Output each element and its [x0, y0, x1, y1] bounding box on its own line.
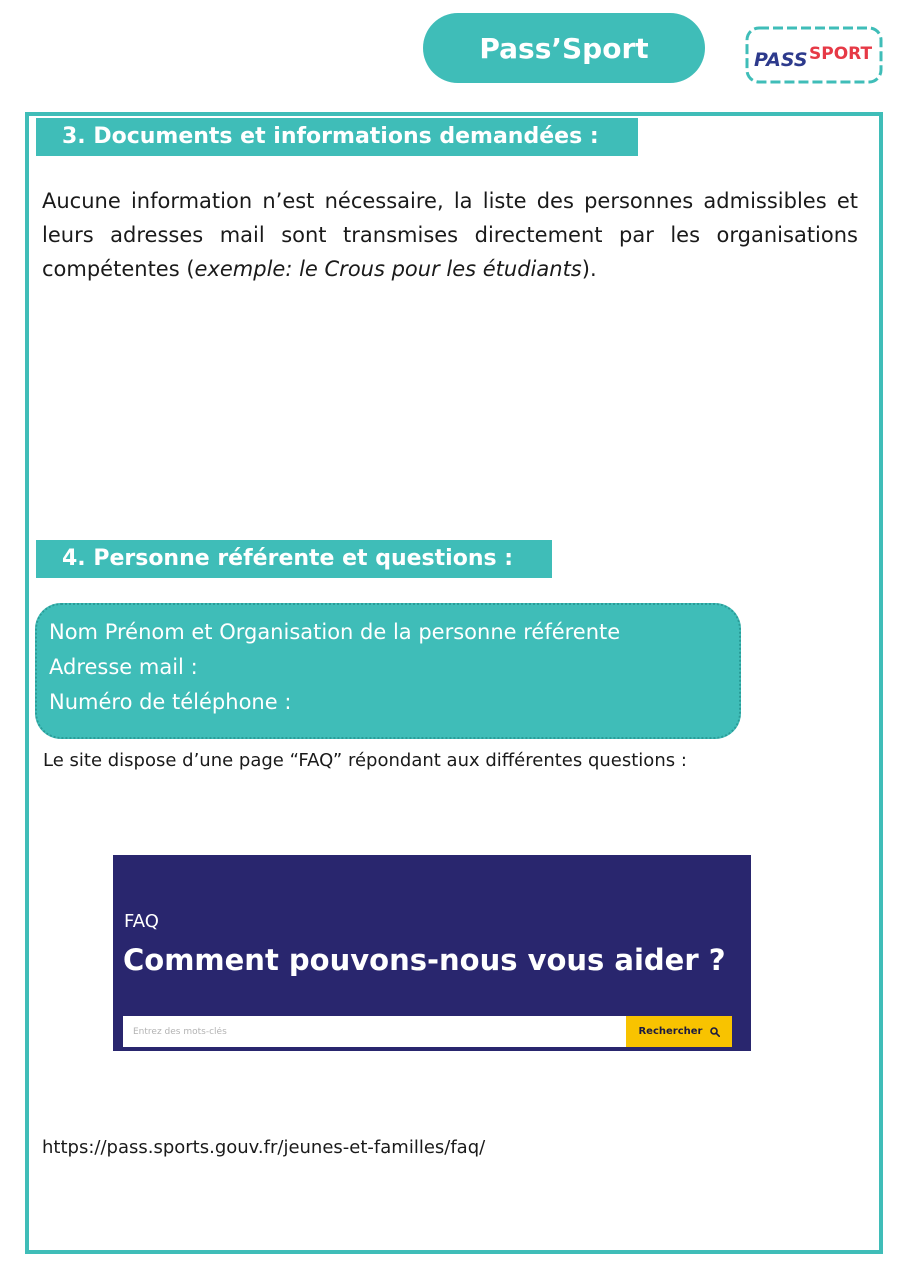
faq-intro-text: Le site dispose d’une page “FAQ” répondant aux différentes questions :: [43, 750, 687, 771]
referent-email-line: Adresse mail :: [49, 655, 198, 679]
section-3-paragraph: [42, 184, 858, 286]
faq-title: Comment pouvons-nous vous aider ?: [123, 943, 726, 977]
section-3-heading: 3. Documents et informations demandées :: [36, 118, 638, 156]
section-4-heading: 4. Personne référente et questions :: [36, 540, 552, 578]
search-icon: [710, 1027, 720, 1037]
pass-sport-logo-icon: [745, 26, 883, 84]
logo-pass-text: PASS: [754, 49, 808, 71]
section-3-text: Aucune information n’est nécessaire, la liste des personnes admissibles et leurs adresses mail sont transmises directement par les organisations compétentes (: [42, 189, 858, 281]
logo-sport-text: SPORT: [809, 44, 873, 64]
referent-name-line: Nom Prénom et Organisation de la personne référente: [49, 620, 621, 644]
referent-contact-box: [35, 603, 741, 739]
section-3-example: exemple: le Crous pour les étudiants: [194, 257, 582, 281]
faq-label: FAQ: [124, 911, 159, 932]
pass-sport-title-pill: [423, 13, 705, 83]
faq-url-link[interactable]: https://pass.sports.gouv.fr/jeunes-et-familles/faq/: [42, 1137, 486, 1158]
faq-banner-screenshot: [113, 855, 751, 1051]
faq-search-button[interactable]: [626, 1016, 732, 1047]
pass-sport-title: Pass’Sport: [479, 31, 649, 65]
section-3-text-end: ).: [581, 257, 597, 281]
faq-search-input[interactable]: [123, 1016, 626, 1047]
referent-phone-line: Numéro de téléphone :: [49, 690, 292, 714]
faq-search-button-label: Rechercher: [638, 1026, 703, 1037]
